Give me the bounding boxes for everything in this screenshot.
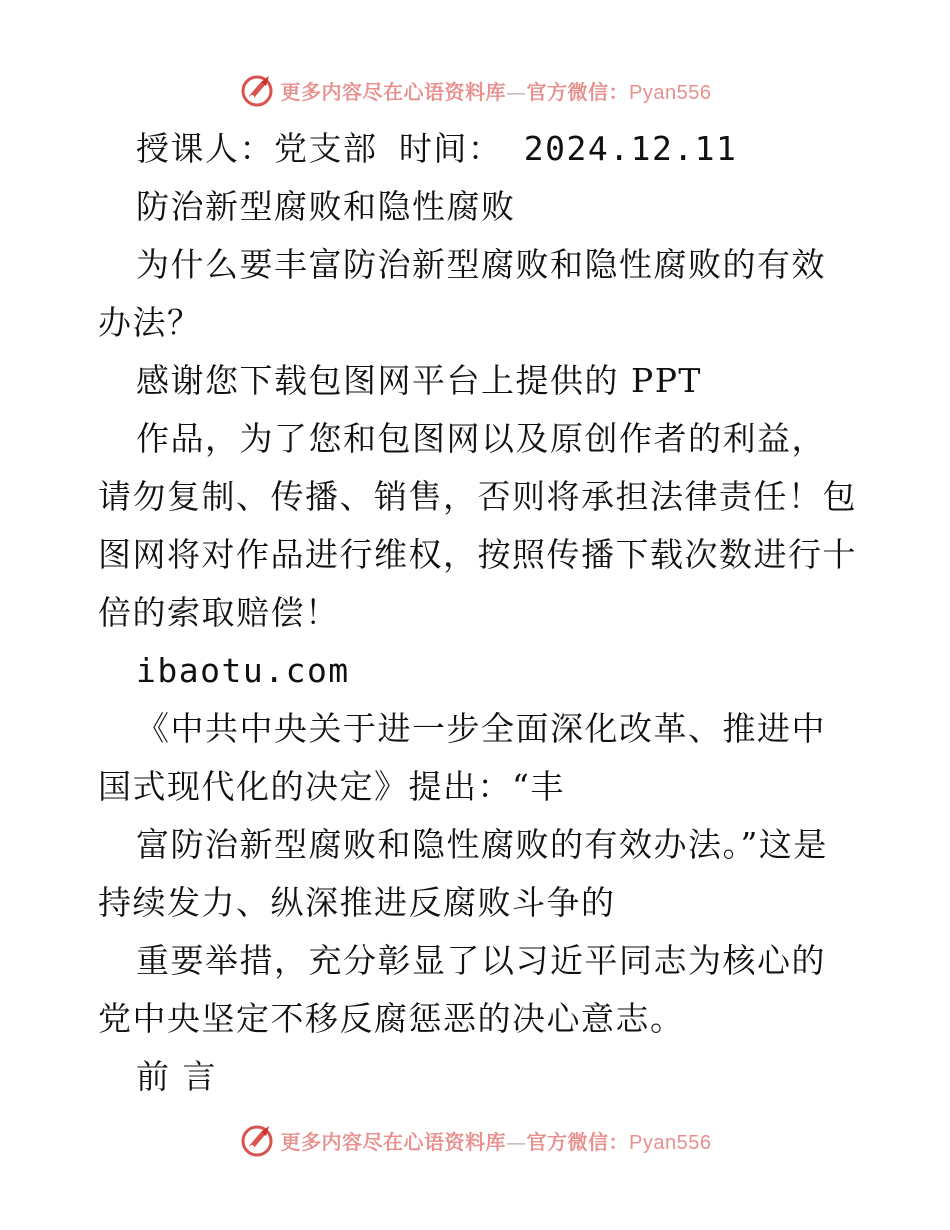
footer-banner-title: 更多内容尽在心语资料库 — [280, 1129, 507, 1154]
paragraph-preface-heading: 前 言 — [136, 1057, 217, 1096]
paragraph-question: 为什么要丰富防治新型腐败和隐性腐败的有效办法？ — [98, 245, 826, 342]
paragraph-lecturer-date: 授课人：党支部 时间： 2024.12.11 — [136, 129, 738, 168]
footer-banner-handle: Pyan556 — [629, 1131, 712, 1154]
header-banner-text — [281, 76, 712, 105]
header-banner-handle: Pyan556 — [629, 81, 712, 104]
footer-banner — [0, 1120, 950, 1160]
paragraph-decision-continued: 富防治新型腐败和隐性腐败的有效办法。”这是持续发力、纵深推进反腐败斗争的 — [98, 825, 828, 922]
footer-banner-text — [281, 1126, 712, 1155]
header-banner-separator: — — [506, 79, 527, 104]
header-banner-contact-label: 官方微信： — [526, 79, 630, 104]
brand-logo-icon — [239, 72, 275, 108]
paragraph-significance: 重要举措，充分彰显了以习近平同志为核心的党中央坚定不移反腐惩恶的决心意志。 — [98, 941, 826, 1038]
header-banner-title: 更多内容尽在心语资料库 — [280, 79, 507, 104]
paragraph-title: 防治新型腐败和隐性腐败 — [136, 187, 516, 226]
header-banner — [0, 70, 950, 110]
brand-logo-icon — [239, 1122, 275, 1158]
paragraph-website: ibaotu.com — [136, 651, 350, 690]
paragraph-decision-quote: 《中共中央关于进一步全面深化改革、推进中国式现代化的决定》提出：“丰 — [98, 709, 826, 806]
paragraph-copyright: 作品，为了您和包图网以及原创作者的利益，请勿复制、传播、销售，否则将承担法律责任！包图网将对作品进行维权，按照传播下载次数进行十倍的索取赔偿！ — [98, 419, 857, 632]
document-body — [98, 120, 858, 1106]
paragraph-thanks: 感谢您下载包图网平台上提供的 PPT — [136, 361, 702, 400]
footer-banner-separator: — — [506, 1129, 527, 1154]
footer-banner-contact-label: 官方微信： — [526, 1129, 630, 1154]
